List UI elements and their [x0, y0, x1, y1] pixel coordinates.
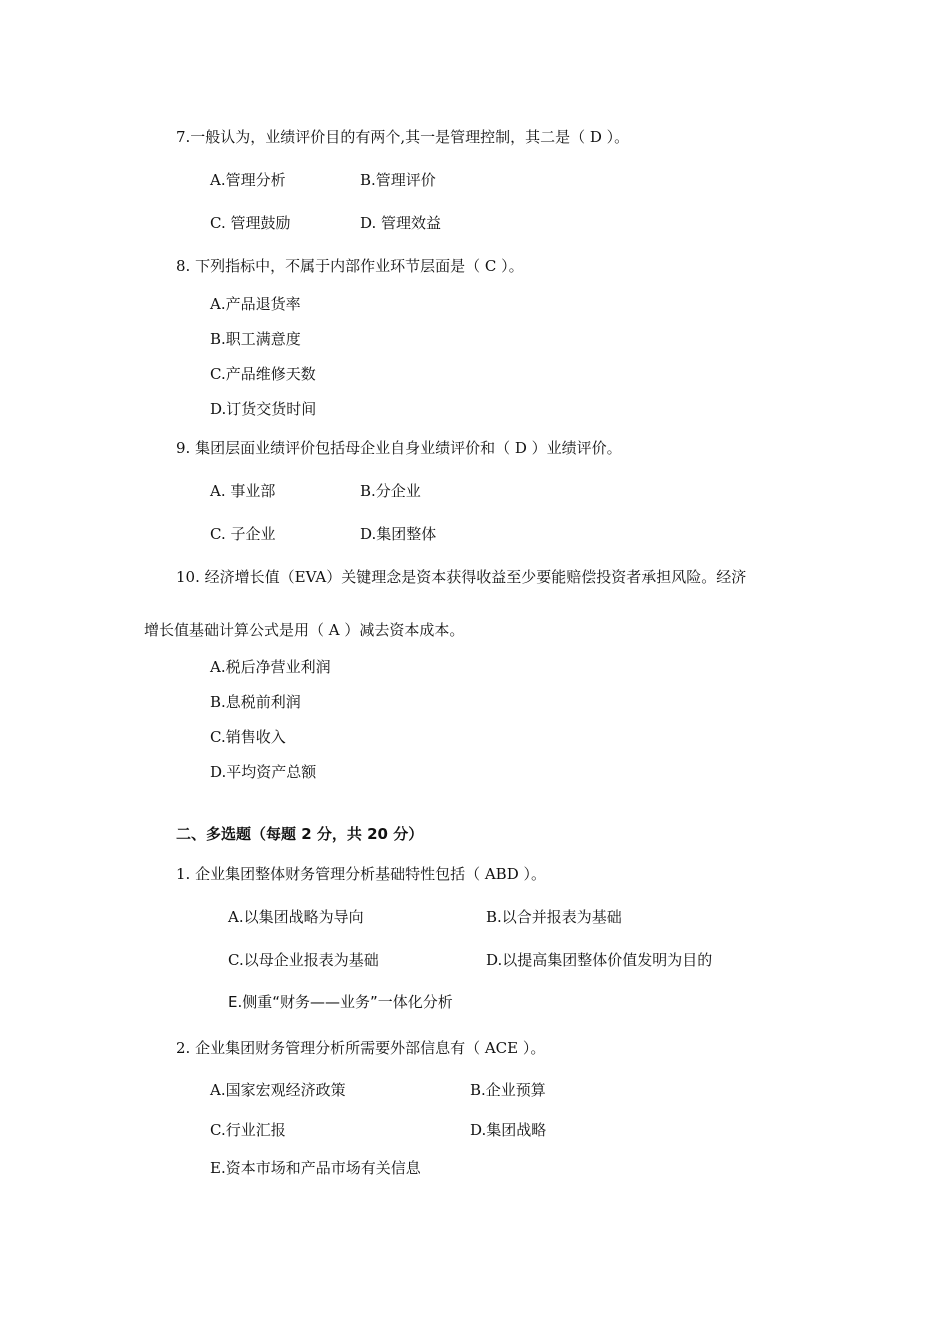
multi-question-1-option-c: C.以母企业报表为基础	[228, 951, 379, 969]
question-10-stem-line1: 10. 经济增长值（EVA）关键理念是资本获得收益至少要能赔偿投资者承担风险。经济	[176, 568, 747, 586]
section-heading: 二、多选题（每题 2 分，共 20 分）	[176, 825, 424, 843]
question-9-option-c: C. 子企业	[210, 525, 276, 543]
question-7-option-d: D. 管理效益	[360, 214, 442, 232]
multi-question-2-option-d: D.集团战略	[470, 1121, 547, 1139]
question-7-option-c: C. 管理鼓励	[210, 214, 291, 232]
multi-question-1-stem: 1. 企业集团整体财务管理分析基础特性包括（ ABD ）。	[176, 865, 546, 883]
question-8-option-d: D.订货交货时间	[210, 400, 317, 418]
question-7-option-b: B.管理评价	[360, 171, 436, 189]
question-8-option-a: A.产品退货率	[210, 295, 301, 313]
question-7-stem: 7.一般认为，业绩评价目的有两个,其一是管理控制，其二是（ D ）。	[176, 128, 630, 146]
multi-question-2-option-a: A.国家宏观经济政策	[210, 1081, 346, 1099]
multi-question-1-option-d: D.以提高集团整体价值发明为目的	[486, 951, 713, 969]
question-9-option-b: B.分企业	[360, 482, 421, 500]
question-9-option-a: A. 事业部	[210, 482, 276, 500]
multi-question-2-option-e: E.资本市场和产品市场有关信息	[210, 1159, 421, 1177]
question-10-option-a: A.税后净营业利润	[210, 658, 331, 676]
question-10-option-d: D.平均资产总额	[210, 763, 317, 781]
question-10-option-c: C.销售收入	[210, 728, 286, 746]
question-8-stem: 8. 下列指标中，不属于内部作业环节层面是（ C ）。	[176, 257, 524, 275]
multi-question-2-stem: 2. 企业集团财务管理分析所需要外部信息有（ ACE ）。	[176, 1039, 546, 1057]
question-9-option-d: D.集团整体	[360, 525, 437, 543]
question-8-option-b: B.职工满意度	[210, 330, 301, 348]
question-9-stem: 9. 集团层面业绩评价包括母企业自身业绩评价和（ D ）业绩评价。	[176, 439, 622, 457]
multi-question-2-option-b: B.企业预算	[470, 1081, 546, 1099]
question-10-option-b: B.息税前利润	[210, 693, 301, 711]
multi-question-2-option-c: C.行业汇报	[210, 1121, 286, 1139]
question-7-option-a: A.管理分析	[210, 171, 286, 189]
multi-question-1-option-a: A.以集团战略为导向	[228, 908, 364, 926]
question-8-option-c: C.产品维修天数	[210, 365, 316, 383]
multi-question-1-option-e: E.侧重“财务——业务”一体化分析	[228, 993, 453, 1011]
question-10-stem-line2: 增长值基础计算公式是用（ A ）减去资本成本。	[144, 621, 465, 639]
multi-question-1-option-b: B.以合并报表为基础	[486, 908, 622, 926]
